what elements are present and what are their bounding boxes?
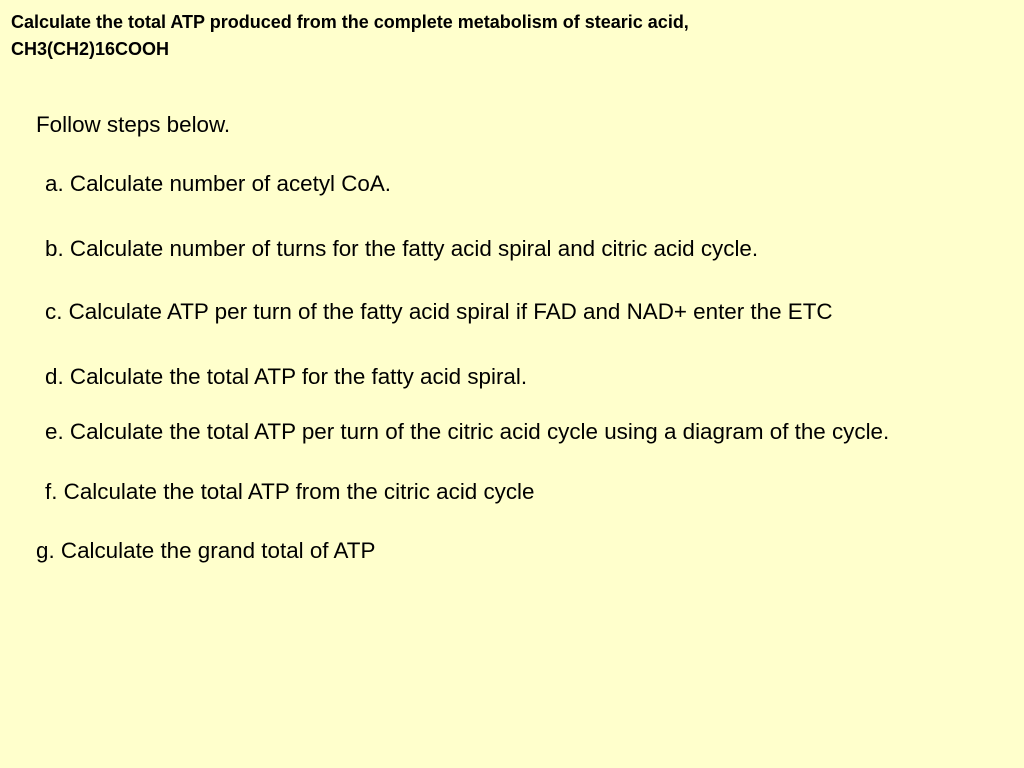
title-line-2: CH3(CH2)16COOH xyxy=(11,39,170,59)
step-a: a. Calculate number of acetyl CoA. xyxy=(45,171,391,196)
intro-text: Follow steps below. xyxy=(36,112,231,137)
step-e: e. Calculate the total ATP per turn of the citric acid cycle using a diagram of the cycle. xyxy=(45,419,890,444)
step-b: b. Calculate number of turns for the fatty acid spiral and citric acid cycle. xyxy=(45,236,759,261)
step-g: g. Calculate the grand total of ATP xyxy=(36,538,376,563)
step-f: f. Calculate the total ATP from the citric acid cycle xyxy=(45,479,535,504)
title-line-1: Calculate the total ATP produced from the complete metabolism of stearic acid, xyxy=(11,12,689,32)
slide-title xyxy=(11,9,971,63)
step-d: d. Calculate the total ATP for the fatty acid spiral. xyxy=(45,364,528,389)
step-c: c. Calculate ATP per turn of the fatty acid spiral if FAD and NAD+ enter the ETC xyxy=(45,299,833,324)
